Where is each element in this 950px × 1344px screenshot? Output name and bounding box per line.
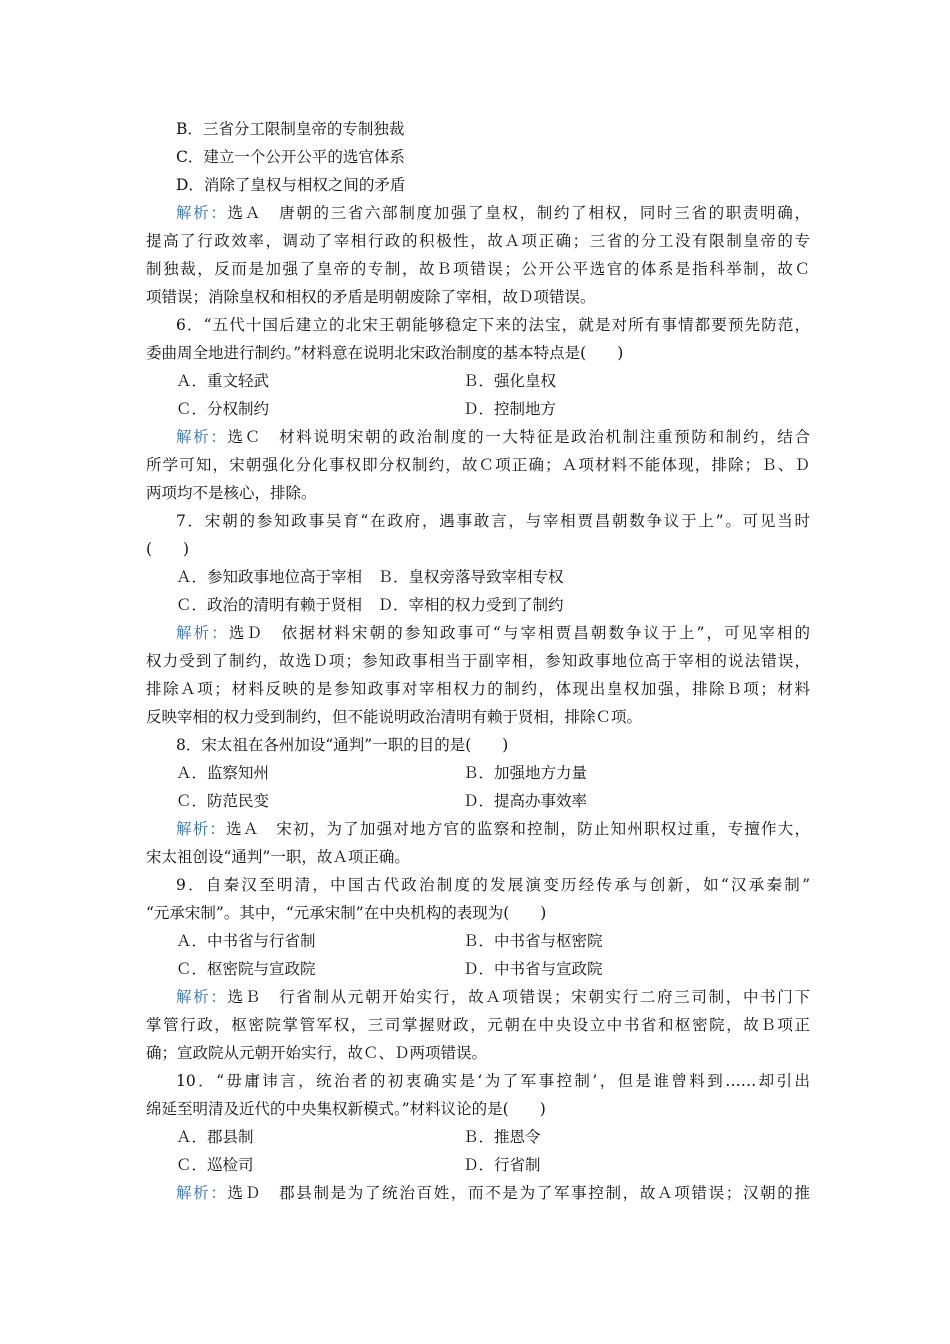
q10-options-row — [146, 1151, 810, 1179]
q9-option-c: Ｃ．枢密院与宣政院 — [176, 960, 316, 978]
q10-option-a: Ａ．郡县制 — [176, 1128, 254, 1146]
q10-analysis-line: 解析：选Ｄ 郡县制是为了统治百姓，而不是为了军事控制，故Ａ项错误；汉朝的推 — [176, 1184, 810, 1202]
q6-option-c: Ｃ．分权制约 — [176, 400, 270, 418]
analysis-label: 解析： — [176, 988, 228, 1006]
q9-analysis-line: 确；宣政院从元朝开始实行，故Ｃ、Ｄ两项错误。 — [146, 1044, 488, 1062]
q7-stem: ( ) — [146, 540, 190, 558]
q10-stem: 绵延至明清及近代的中央集权新模式。”材料议论的是( ) — [146, 1100, 546, 1118]
q6-stem: 委曲周全地进行制约。”材料意在说明北宋政治制度的基本特点是( ) — [146, 344, 624, 362]
q10-options-row — [146, 1123, 810, 1151]
q5-option-c: C．建立一个公开公平的选官体系 — [176, 148, 405, 166]
q5-analysis-line: 解析：选Ａ 唐朝的三省六部制度加强了皇权，制约了相权，同时三省的职责明确， — [176, 204, 810, 222]
document-page — [146, 115, 810, 1207]
q8-analysis-line: 宋太祖创设“通判”一职，故Ａ项正确。 — [146, 848, 410, 866]
q8-stem: 8．宋太祖在各州加设“通判”一职的目的是( ) — [176, 736, 509, 754]
q9-option-a: Ａ．中书省与行省制 — [176, 932, 316, 950]
q5-analysis-line: 项错误；消除皇权和相权的矛盾是明朝废除了宰相，故Ｄ项错误。 — [146, 288, 596, 306]
q6-options-row — [146, 395, 810, 423]
analysis-label: 解析： — [176, 428, 228, 446]
q9-stem: “元承宋制”。其中，“元承宋制”在中央机构的表现为( ) — [146, 904, 547, 922]
q8-option-d: Ｄ．提高办事效率 — [463, 792, 588, 810]
q8-analysis-line: 解析：选Ａ 宋初，为了加强对地方官的监察和控制，防止知州职权过重，专擅作大， — [176, 820, 810, 838]
analysis-label: 解析： — [176, 204, 228, 222]
q8-option-c: Ｃ．防范民变 — [176, 792, 270, 810]
q8-options-row — [146, 787, 810, 815]
q6-option-a: Ａ．重文轻武 — [176, 372, 270, 390]
q7-analysis-line: 排除Ａ项；材料反映的是参知政事对宰相权力的制约，体现出皇权加强，排除Ｂ项；材料 — [146, 680, 810, 698]
q5-analysis-line: 提高了行政效率，调动了宰相行政的积极性，故Ａ项正确；三省的分工没有限制皇帝的专 — [146, 232, 810, 250]
q6-option-d: Ｄ．控制地方 — [463, 400, 557, 418]
q6-options-row — [146, 367, 810, 395]
q8-option-b: Ｂ．加强地方力量 — [463, 764, 588, 782]
q10-option-b: Ｂ．推恩令 — [463, 1128, 541, 1146]
q9-analysis-line: 掌管行政，枢密院掌管军权，三司掌握财政，元朝在中央设立中书省和枢密院，故Ｂ项正 — [146, 1016, 810, 1034]
q10-option-c: Ｃ．巡检司 — [176, 1156, 254, 1174]
q9-options-row — [146, 927, 810, 955]
analysis-label: 解析： — [176, 1184, 228, 1202]
q5-analysis-line: 制独裁，反而是加强了皇帝的专制，故Ｂ项错误；公开公平选官的体系是指科举制，故Ｃ — [146, 260, 810, 278]
q7-analysis-line: 解析：选Ｄ 依据材料宋朝的参知政事可“与宰相贾昌朝数争议于上”，可见宰相的 — [176, 624, 810, 642]
q6-option-b: Ｂ．强化皇权 — [463, 372, 557, 390]
analysis-label: 解析： — [176, 820, 227, 838]
q6-stem: 6．“五代十国后建立的北宋王朝能够稳定下来的法宝，就是对所有事情都要预先防范， — [176, 316, 810, 334]
q6-analysis-line: 两项均不是核心，排除。 — [146, 484, 317, 502]
q9-options-row — [146, 955, 810, 983]
q7-analysis-line: 反映宰相的权力受到制约，但不能说明政治清明有赖于贤相，排除Ｃ项。 — [146, 708, 643, 726]
q10-stem: 10．“毋庸讳言，统治者的初衷确实是‘为了军事控制’，但是谁曾料到……却引出 — [176, 1072, 810, 1090]
q6-analysis-line: 所学可知，宋朝强化分化事权即分权制约，故Ｃ项正确；Ａ项材料不能体现，排除；Ｂ、Ｄ — [146, 456, 810, 474]
q7-stem: 7．宋朝的参知政事吴育“在政府，遇事敢言，与宰相贾昌朝数争议于上”。可见当时 — [176, 512, 810, 530]
q7-options-cd: Ｃ．政治的清明有赖于贤相 Ｄ．宰相的权力受到了制约 — [176, 596, 564, 614]
q6-analysis-line: 解析：选Ｃ 材料说明宋朝的政治制度的一大特征是政治机制注重预防和制约，结合 — [176, 428, 810, 446]
analysis-label: 解析： — [176, 624, 229, 642]
q8-options-row — [146, 759, 810, 787]
q9-option-d: Ｄ．中书省与宣政院 — [463, 960, 603, 978]
q9-option-b: Ｂ．中书省与枢密院 — [463, 932, 603, 950]
q7-options-ab: Ａ．参知政事地位高于宰相 Ｂ．皇权旁落导致宰相专权 — [176, 568, 564, 586]
q8-option-a: Ａ．监察知州 — [176, 764, 270, 782]
q7-analysis-line: 权力受到了制约，故选Ｄ项；参知政事相当于副宰相，参知政事地位高于宰相的说法错误， — [146, 652, 810, 670]
q9-analysis-line: 解析：选Ｂ 行省制从元朝开始实行，故Ａ项错误；宋朝实行二府三司制，中书门下 — [176, 988, 810, 1006]
q9-stem: 9．自秦汉至明清，中国古代政治制度的发展演变历经传承与创新，如“汉承秦制” — [176, 876, 810, 894]
q10-option-d: Ｄ．行省制 — [463, 1156, 541, 1174]
q5-option-b: B．三省分工限制皇帝的专制独裁 — [176, 120, 405, 138]
q5-option-d: D．消除了皇权与相权之间的矛盾 — [176, 176, 406, 194]
